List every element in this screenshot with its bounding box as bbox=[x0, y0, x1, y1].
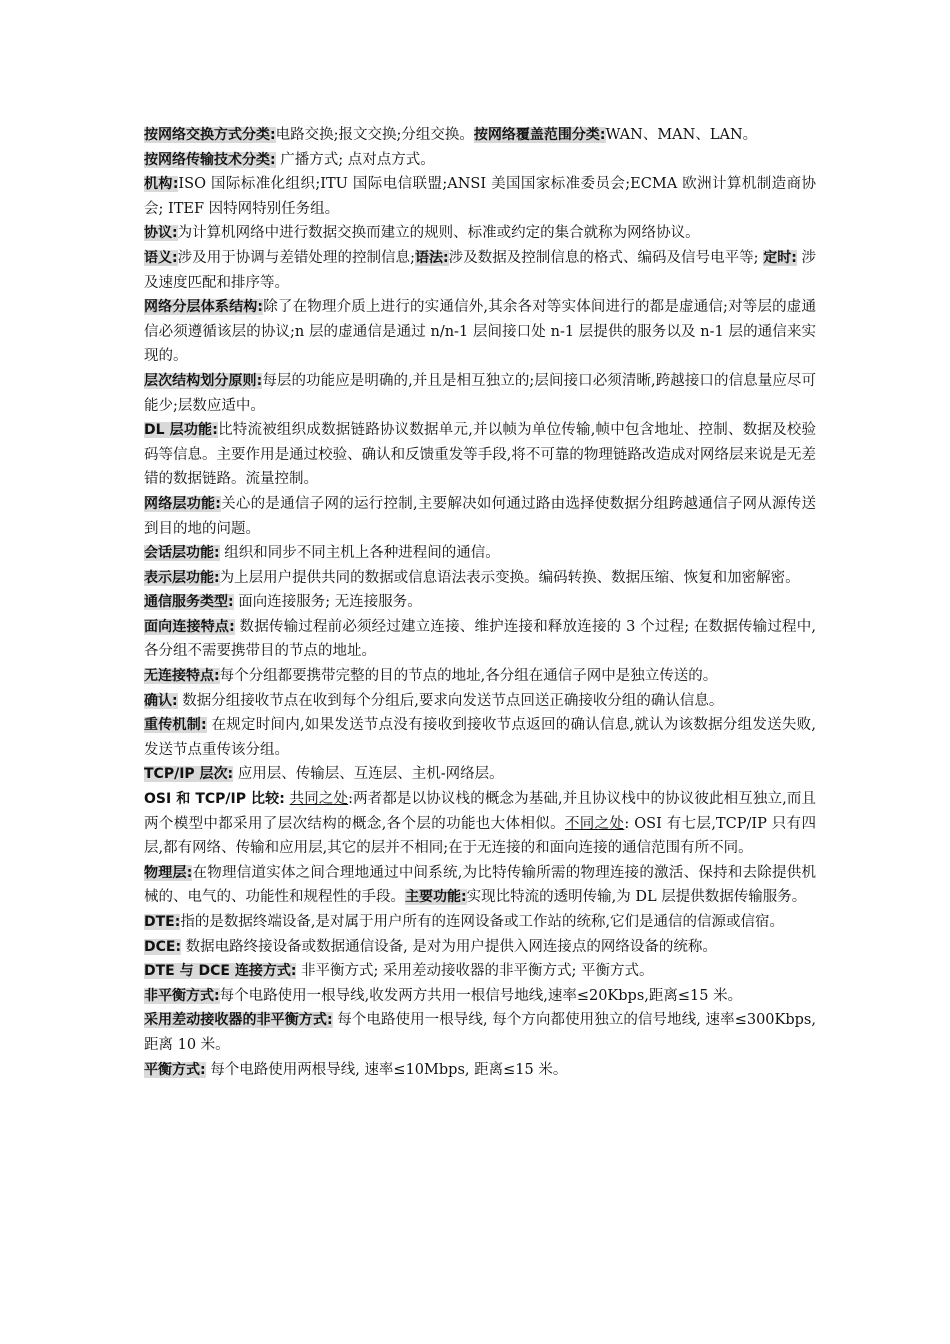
term-label: 表示层功能: bbox=[144, 569, 220, 586]
note-paragraph bbox=[144, 787, 816, 861]
term-label: 协议: bbox=[144, 225, 178, 242]
term-label: 物理层: bbox=[144, 864, 193, 881]
body-text: 面向连接服务; 无连接服务。 bbox=[233, 594, 422, 611]
term-label: 面向连接特点: bbox=[144, 618, 235, 635]
term-label: 按网络覆盖范围分类: bbox=[473, 127, 606, 143]
body-text: 非平衡方式; 采用差动接收器的非平衡方式; 平衡方式。 bbox=[296, 963, 654, 980]
underlined-text: 不同之处 bbox=[564, 815, 625, 832]
term-label: 采用差动接收器的非平衡方式: bbox=[144, 1012, 333, 1029]
body-text: 为计算机网络中进行数据交换而建立的规则、标准或约定的集合就称为网络协议。 bbox=[177, 225, 700, 242]
note-paragraph bbox=[144, 984, 816, 1009]
body-text: 在规定时间内,如果发送节点没有接收到接收节点返回的确认信息,就认为该数据分组发送失败,发送节点重传该分组。 bbox=[144, 717, 816, 758]
term-label: 按网络传输技术分类: bbox=[144, 151, 276, 168]
term-label: 重传机制: bbox=[144, 717, 207, 734]
term-label: 网络层功能: bbox=[144, 495, 221, 512]
note-paragraph bbox=[144, 1008, 816, 1057]
note-paragraph bbox=[144, 492, 816, 541]
note-paragraph bbox=[144, 910, 816, 935]
body-text: 数据电路终接设备或数据通信设备, 是对为用户提供入网连接点的网络设备的统称。 bbox=[181, 938, 717, 955]
term-label: 机构: bbox=[144, 176, 179, 193]
body-text: 每个分组都要携带完整的目的节点的地址,各分组在通信子网中是独立传送的。 bbox=[219, 668, 718, 685]
term-label: DCE: bbox=[144, 938, 182, 955]
note-paragraph bbox=[144, 689, 816, 714]
note-paragraph bbox=[144, 172, 816, 221]
term-label: 平衡方式: bbox=[144, 1061, 206, 1078]
note-paragraph bbox=[144, 148, 816, 173]
body-text: 数据传输过程前必须经过建立连接、维护连接和释放连接的 3 个过程; 在数据传输过程中, 各分组不需要携带目的节点的地址。 bbox=[144, 618, 816, 660]
term-label: DTE 与 DCE 连接方式: bbox=[144, 963, 297, 980]
note-paragraph bbox=[144, 541, 816, 566]
note-paragraph bbox=[144, 861, 816, 910]
note-paragraph bbox=[144, 246, 816, 295]
note-paragraph bbox=[144, 713, 816, 762]
term-label: 会话层功能: bbox=[144, 545, 220, 562]
note-paragraph bbox=[144, 935, 816, 960]
term-label: 通信服务类型: bbox=[144, 594, 234, 611]
note-paragraph bbox=[144, 664, 816, 689]
term-label: DL 层功能: bbox=[144, 422, 218, 439]
body-text: ISO 国际标准化组织;ITU 国际电信联盟;ANSI 美国国家标准委员会;ECMA 欧洲计算机制造商协会; ITEF 因特网特别任务组。 bbox=[144, 176, 816, 217]
note-paragraph bbox=[144, 615, 816, 664]
term-label: 层次结构划分原则: bbox=[144, 372, 263, 389]
note-paragraph bbox=[144, 295, 816, 369]
body-text: 关心的是通信子网的运行控制,主要解决如何通过路由选择使数据分组跨越通信子网从源传送到目的地的问题。 bbox=[144, 495, 816, 537]
note-paragraph bbox=[144, 369, 816, 418]
term-label: 无连接特点: bbox=[144, 668, 220, 685]
term-label: TCP/IP 层次: bbox=[144, 766, 234, 783]
body-text: 广播方式; 点对点方式。 bbox=[275, 151, 435, 168]
body-text: 每层的功能应是明确的,并且是相互独立的;层间接口必须清晰,跨越接口的信息量应尽可能少;层数应适中。 bbox=[144, 372, 816, 414]
term-label: 确认: bbox=[144, 692, 178, 709]
body-text: 应用层、传输层、互连层、主机-网络层。 bbox=[233, 766, 504, 783]
term-label: 定时: bbox=[763, 249, 797, 266]
body-text: 每个电路使用一根导线, 每个方向都使用独立的信号地线, 速率≤300Kbps, 距离 10 米。 bbox=[144, 1012, 816, 1053]
body-text: 指的是数据终端设备,是对属于用户所有的连网设备或工作站的统称,它们是通信的信源或信宿。 bbox=[180, 914, 785, 930]
term-label: OSI 和 TCP/IP 比较: bbox=[144, 791, 285, 808]
term-label: 主要功能: bbox=[405, 889, 467, 906]
note-paragraph bbox=[144, 566, 816, 591]
body-text: 在物理信道实体之间合理地通过中间系统,为比特传输所需的物理连接的激活、保持和去除提供机械的、电气的、功能性和规程性的手段。 bbox=[144, 864, 816, 906]
term-label: DTE: bbox=[144, 914, 181, 930]
note-paragraph bbox=[144, 123, 816, 148]
term-label: 语义: bbox=[144, 249, 178, 266]
term-label: 非平衡方式: bbox=[144, 987, 220, 1004]
body-text: : OSI 有七层,TCP/IP 只有四层,都有网络、传输和应用层,其它的层并不相同;在于无连接的和面向连接的通信范围有所不同。 bbox=[144, 815, 817, 857]
term-label: 按网络交换方式分类: bbox=[144, 127, 276, 143]
note-paragraph bbox=[144, 959, 816, 984]
body-text: :两者都是以协议栈的概念为基础,并且协议栈中的协议彼此相互独立,而且两个模型中都采用了层次结构的概念,各个层的功能也大体相似。 bbox=[144, 791, 817, 832]
body-text: 每个电路使用两根导线, 速率≤10Mbps, 距离≤15 米。 bbox=[205, 1061, 568, 1078]
note-paragraph bbox=[144, 590, 816, 615]
underlined-text: 共同之处 bbox=[289, 791, 349, 808]
body-text: 每个电路使用一根导线,收发两方共用一根信号地线,速率≤20Kbps,距离≤15 米。 bbox=[219, 987, 743, 1004]
note-paragraph bbox=[144, 221, 816, 246]
body-text: 为上层用户提供共同的数据或信息语法表示变换。编码转换、数据压缩、恢复和加密解密。 bbox=[219, 569, 800, 586]
body-text: 除了在物理介质上进行的实通信外,其余各对等实体间进行的都是虚通信;对等层的虚通信必须遵循该层的协议;n 层的虚通信是通过 n/n-1 层间接口处 n-1 层提供的服务以及 n-1 层的通信来实现的。 bbox=[144, 299, 816, 365]
term-label: 网络分层体系结构: bbox=[144, 299, 264, 316]
note-paragraph bbox=[144, 418, 816, 492]
notes-body bbox=[144, 123, 816, 1082]
body-text: 涉及数据及控制信息的格式、编码及信号电平等; bbox=[448, 249, 764, 266]
body-text: WAN、MAN、LAN。 bbox=[605, 127, 758, 143]
note-paragraph bbox=[144, 762, 816, 787]
note-paragraph bbox=[144, 1058, 816, 1083]
body-text: 电路交换;报文交换;分组交换。 bbox=[275, 127, 474, 143]
body-text: 实现比特流的透明传输,为 DL 层提供数据传输服务。 bbox=[466, 889, 807, 906]
term-label: 语法: bbox=[414, 249, 449, 266]
body-text: 涉及用于协调与差错处理的控制信息; bbox=[177, 249, 415, 266]
body-text: 组织和同步不同主机上各种进程间的通信。 bbox=[219, 545, 500, 562]
body-text: 数据分组接收节点在收到每个分组后,要求向发送节点回送正确接收分组的确认信息。 bbox=[177, 692, 724, 709]
body-text: 涉及速度匹配和排序等。 bbox=[144, 249, 816, 291]
body-text: 比特流被组织成数据链路协议数据单元,并以帧为单位传输,帧中包含地址、控制、数据及校验码等信息。主要作用是通过校验、确认和反馈重发等手段,将不可靠的物理链路改造成对网络层来说是无差错的数据链路。流量控制。 bbox=[144, 422, 817, 488]
